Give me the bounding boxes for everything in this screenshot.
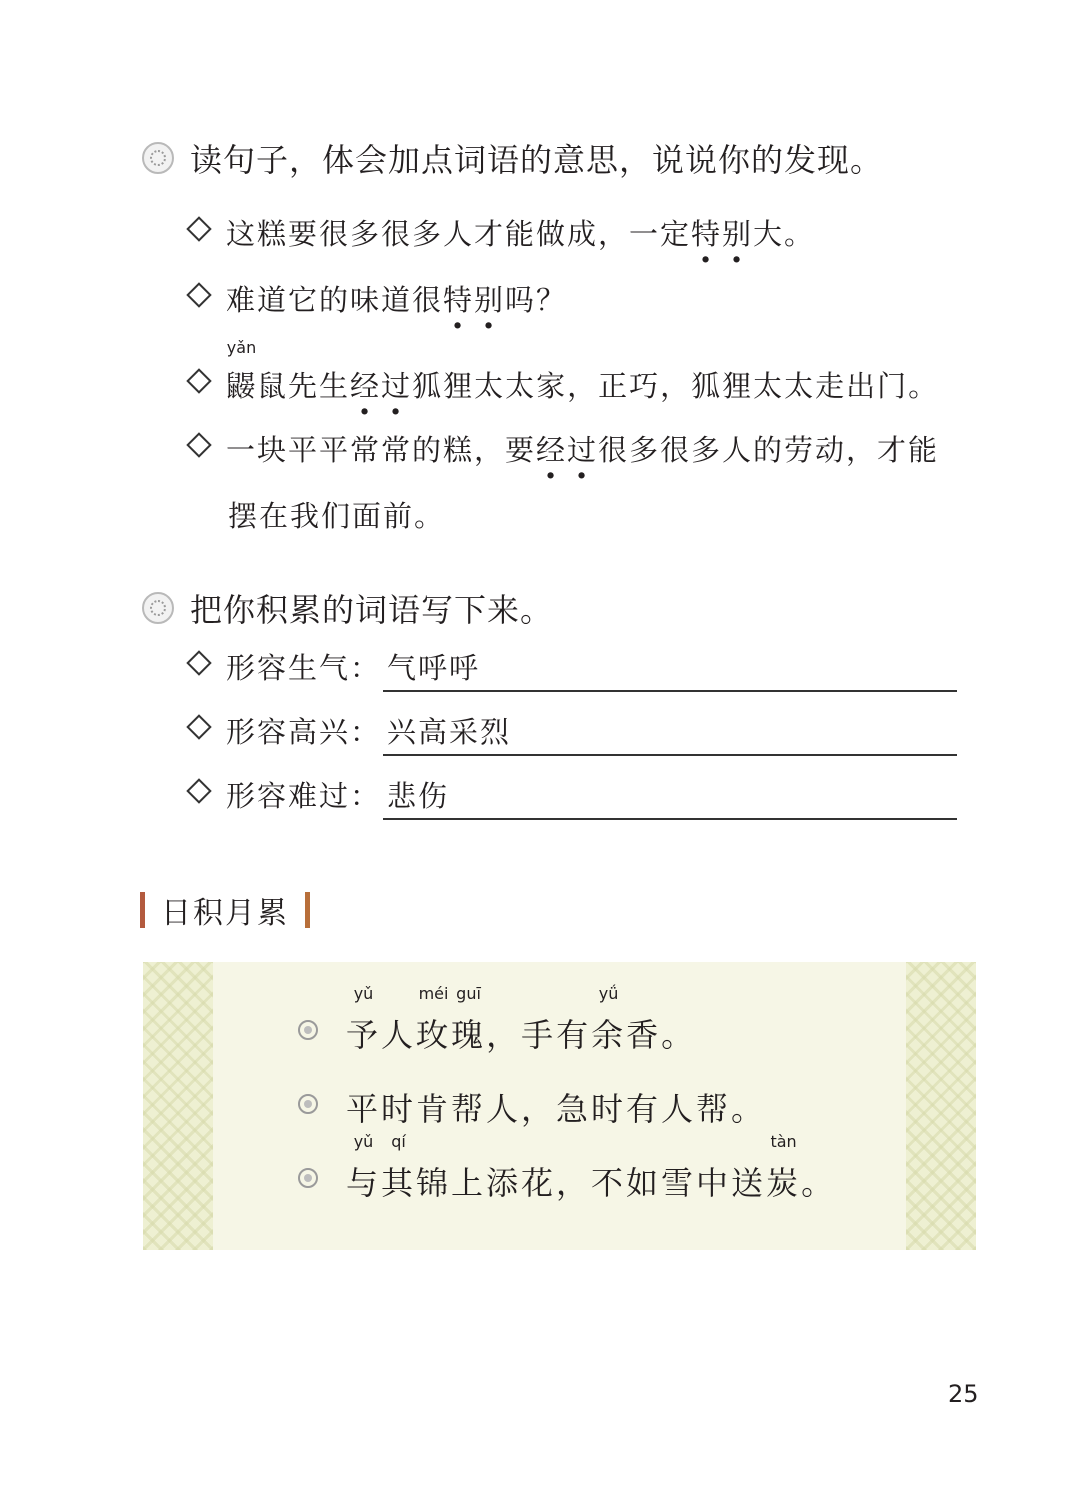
- proverb-char: 其: [381, 1164, 417, 1202]
- pinyin: tàn: [770, 1132, 797, 1151]
- accent-bar-right: [305, 892, 310, 928]
- proverb-char: 人: [381, 1016, 417, 1054]
- proverb-text: 锦上添花，不如雪中送: [416, 1164, 767, 1202]
- dotted-char: 过 ·: [381, 364, 412, 405]
- accent-bar-left: [140, 892, 145, 928]
- word-row-angry: [190, 646, 957, 692]
- pinyin: yǎn: [226, 338, 257, 357]
- proverb-char: 予: [346, 1016, 382, 1054]
- answer-blank[interactable]: 悲伤: [383, 778, 957, 820]
- answer-blank[interactable]: 气呼呼: [383, 650, 957, 692]
- dotted-char: 特 ·: [691, 212, 722, 253]
- sentence-text: 一块平平常常的糕，要: [226, 433, 537, 467]
- sentence-text: 鼠先生: [257, 369, 351, 403]
- proverb-text: 。: [801, 1164, 837, 1202]
- proverb-char: 与: [346, 1164, 382, 1202]
- dotted-char: 别 ·: [722, 212, 753, 253]
- section-1-heading: [142, 136, 883, 180]
- proverb-3: [298, 1132, 837, 1204]
- proverb-2: [298, 1084, 766, 1130]
- circle-bullet-icon: [298, 1020, 318, 1040]
- answer-blank[interactable]: 兴高采烈: [383, 714, 957, 756]
- accumulation-heading: [140, 888, 310, 932]
- dotted-char: 别 ·: [474, 278, 505, 319]
- sentence-item-1: [190, 212, 815, 253]
- dotted-char: 特 ·: [443, 278, 474, 319]
- circle-bullet-icon: [298, 1094, 318, 1114]
- sentence-text: 难道它的味道很: [226, 283, 444, 317]
- section-2-title: 把你积累的词语写下来。: [190, 591, 554, 629]
- pinyin: qí: [391, 1132, 406, 1151]
- pinyin: méi: [418, 984, 449, 1003]
- sentence-item-3: [190, 338, 940, 405]
- dotted-circle-icon: [142, 142, 174, 174]
- pattern-stripe-right: [906, 962, 976, 1250]
- pinyin: yǔ: [353, 1132, 374, 1151]
- proverb-char: 余: [591, 1016, 627, 1054]
- proverb-char: 瑰: [451, 1016, 487, 1054]
- diamond-bullet-icon: [186, 650, 211, 675]
- section-2-heading: [142, 586, 553, 630]
- proverb-text: 香。: [626, 1016, 697, 1054]
- pinyin: yǔ: [353, 984, 374, 1003]
- circle-bullet-icon: [298, 1168, 318, 1188]
- sentence-text: 大。: [753, 217, 816, 251]
- section-1-title: 读句子，体会加点词语的意思，说说你的发现。: [190, 141, 884, 179]
- pattern-stripe-left: [143, 962, 213, 1250]
- word-row-sad: [190, 774, 957, 820]
- sentence-text: 这糕要很多很多人才能做成，一定: [226, 217, 692, 251]
- diamond-bullet-icon: [186, 216, 211, 241]
- proverb-text: 平时肯帮人，急时有人帮。: [346, 1090, 767, 1128]
- proverb-char: 玫: [416, 1016, 452, 1054]
- word-row-label: 形容生气：: [226, 651, 382, 685]
- word-row-label: 形容高兴：: [226, 715, 382, 749]
- ruby-char: yǎn 鼹: [226, 338, 258, 403]
- sentence-text: 狐狸太太家，正巧，狐狸太太走出门。: [412, 369, 940, 403]
- accumulation-title: 日积月累: [161, 896, 289, 931]
- dotted-char: 经 ·: [350, 364, 381, 405]
- diamond-bullet-icon: [186, 778, 211, 803]
- word-row-label: 形容难过：: [226, 779, 382, 813]
- diamond-bullet-icon: [186, 368, 211, 393]
- pinyin: yǘ: [598, 984, 619, 1003]
- dotted-circle-icon: [142, 592, 174, 624]
- diamond-bullet-icon: [186, 714, 211, 739]
- sentence-text: 很多很多人的劳动，才能: [598, 433, 940, 467]
- diamond-bullet-icon: [186, 432, 211, 457]
- proverb-char: 炭: [766, 1164, 802, 1202]
- pinyin: guī: [456, 984, 481, 1003]
- sentence-text: 吗？: [505, 283, 568, 317]
- word-row-happy: [190, 710, 957, 756]
- proverb-text: ，手有: [486, 1016, 592, 1054]
- sentence-continuation: 摆在我们面前。: [228, 499, 446, 533]
- sentence-item-2: [190, 278, 567, 319]
- page-number: 25: [948, 1380, 979, 1408]
- sentence-item-4: [190, 428, 939, 469]
- diamond-bullet-icon: [186, 282, 211, 307]
- dotted-char: 经 ·: [536, 428, 567, 469]
- dotted-char: 过 ·: [567, 428, 598, 469]
- proverb-1: [298, 984, 697, 1056]
